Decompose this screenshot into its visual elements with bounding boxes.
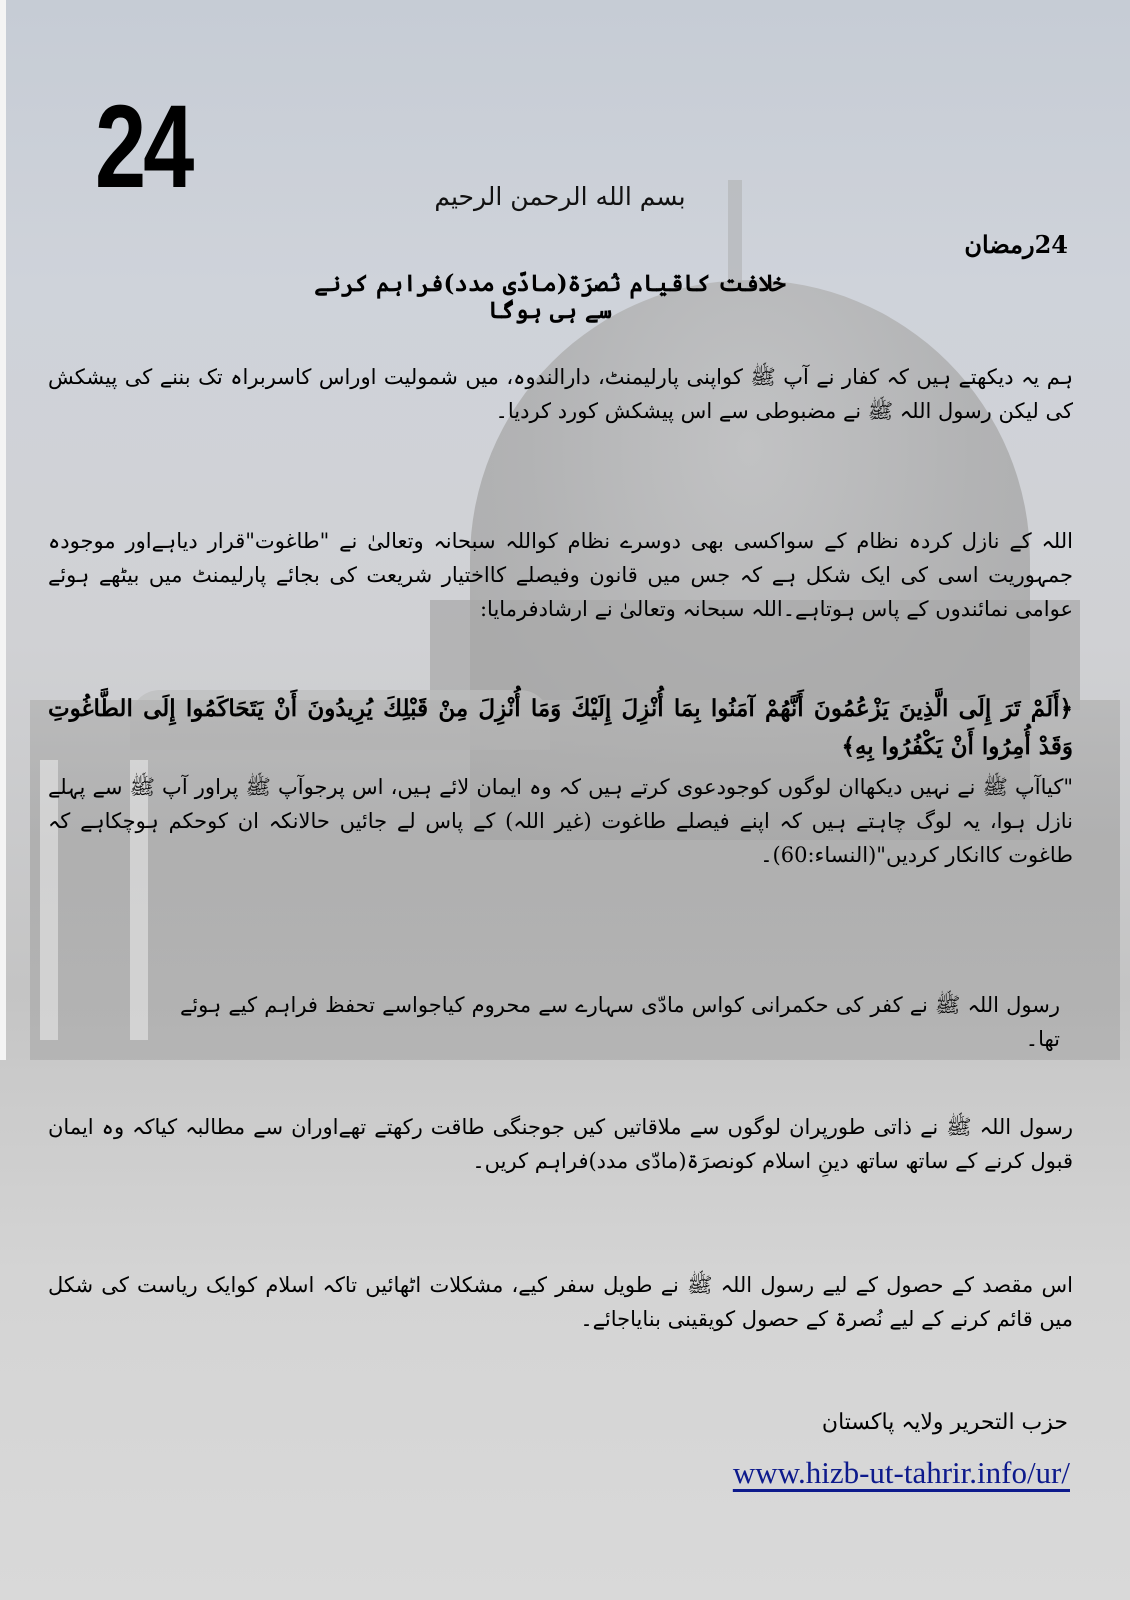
paragraph-2: اللہ کے نازل کردہ نظام کے سواکسی بھی دوسرے نظام کواللہ سبحانہ وتعالیٰ نے "طاغوت"قرار دیاہےاور موجودہ جمہوریت اسی کی ایک شکل ہے کہ جس میں قانون وفیصلے کااختیار شریعت کی بجائے پارلیمنٹ میں بیٹھے ہوئے عوامی نمائندوں کے پاس ہوتاہے۔اللہ سبحانہ وتعالیٰ نے ارشادفرمایا: bbox=[48, 529, 1073, 621]
paragraph-3-translation: "کیاآپ ﷺ نے نہیں دیکھاان لوگوں کوجودعوی کرتے ہیں کہ وہ ایمان لائے ہیں، اس پرجوآپ ﷺ پراور آپ ﷺ سے پہلے نازل ہوا، یہ لوگ چاہتے ہیں کہ اپنے فیصلے طاغوت (غیر اللہ) کے پاس لے جائیں حالانکہ ان کوحکم ہوچکاہے کہ طاغوت کاانکار کردیں"(النساء:60)۔ bbox=[48, 775, 1073, 867]
date-label: 24رمضان bbox=[964, 230, 1068, 259]
paragraph-1: ہم یہ دیکھتے ہیں کہ کفار نے آپ ﷺ کواپنی پارلیمنٹ، دارالندوہ، میں شمولیت اوراس کاسربراہ تک بننے کی پیشکش کی لیکن رسول اللہ ﷺ نے مضبوطی سے اس پیشکش کورد کردیا۔ bbox=[48, 365, 1073, 423]
website-link[interactable]: www.hizb-ut-tahrir.info/ur/ bbox=[732, 1455, 1070, 1490]
paragraph-6: اس مقصد کے حصول کے لیے رسول اللہ ﷺ نے طویل سفر کیے، مشکلات اٹھائیں تاکہ اسلام کوایک ریاست کی شکل میں قائم کرنے کے لیے نُصرۃ کے حصول کویقینی بنایاجائے۔ bbox=[48, 1273, 1073, 1331]
quran-verse: ﴿أَلَمْ تَرَ إِلَى الَّذِينَ يَزْعُمُونَ أَنَّهُمْ آمَنُوا بِمَا أُنْزِلَ إِلَيْكَ وَمَا أُنْزِلَ مِنْ قَبْلِكَ يُرِيدُونَ أَنْ يَتَحَاكَمُوا إِلَى الطَّاغُوتِ وَقَدْ أُمِرُوا أَنْ يَكْفُرُوا بِهِ﴾ bbox=[48, 695, 1073, 760]
paragraph-4: رسول اللہ ﷺ نے کفر کی حکمرانی کواس مادّی سہارے سے محروم کیاجواسے تحفظ فراہم کیے ہوئے تھا۔ bbox=[180, 993, 1060, 1051]
organization-signature: حزب التحریر ولایہ پاکستان bbox=[821, 1410, 1068, 1435]
bismillah-heading: بسم الله الرحمن الرحیم bbox=[434, 182, 686, 211]
paragraph-5: رسول اللہ ﷺ نے ذاتی طورپران لوگوں سے ملاقاتیں کیں جوجنگی طاقت رکھتے تھےاوران سے مطالبہ کیاکہ وہ ایمان قبول کرنے کے ساتھ ساتھ دینِ اسلام کونصرَۃ(مادّی مدد)فراہم کریں۔ bbox=[48, 1115, 1073, 1173]
day-number: 24 bbox=[95, 81, 192, 213]
page-title: خلافت کاقیام نُصرَۃ(مادّی مدد)فراہم کرنے سے ہی ہوگا bbox=[314, 270, 786, 324]
